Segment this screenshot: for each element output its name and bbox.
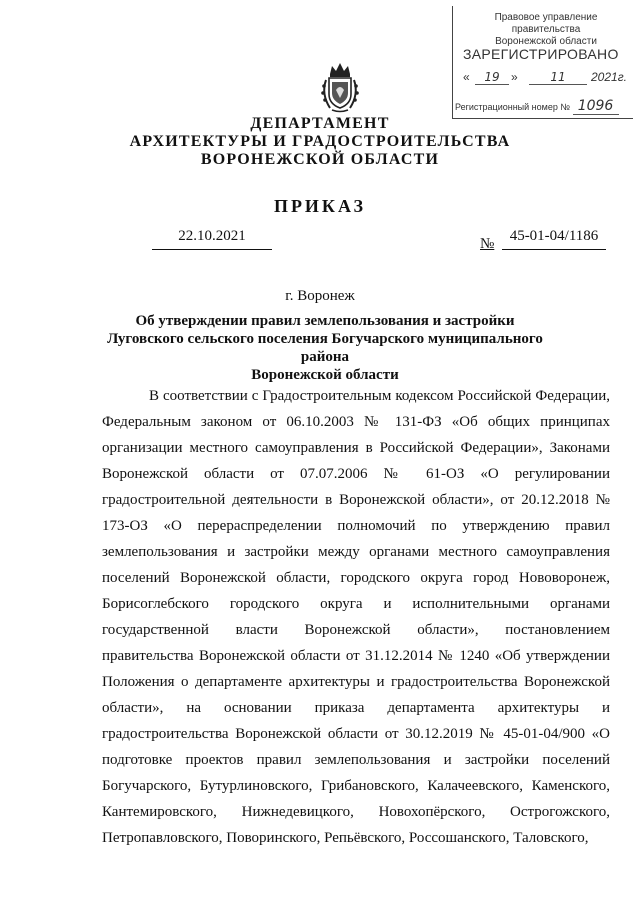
stamp-organization bbox=[461, 12, 631, 48]
stamp-date-close-quote: » bbox=[511, 70, 518, 84]
stamp-reg-number-value: 1096 bbox=[573, 98, 619, 115]
stamp-date-open-quote: « bbox=[463, 70, 470, 84]
stamp-date-day: 19 bbox=[475, 70, 509, 85]
stamp-org-line1: Правовое управление правительства bbox=[494, 12, 598, 35]
order-city: г. Воронеж bbox=[285, 288, 355, 304]
order-subject bbox=[90, 312, 560, 384]
stamp-date bbox=[463, 70, 628, 90]
department-name-line2: АРХИТЕКТУРЫ И ГРАДОСТРОИТЕЛЬСТВА bbox=[129, 133, 511, 150]
order-date-field bbox=[152, 228, 272, 250]
stamp-reg-number-label: Регистрационный номер № bbox=[455, 102, 571, 112]
subject-line2: Луговского сельского поселения Богучарского муниципального района bbox=[107, 331, 543, 365]
stamp-reg-number bbox=[455, 98, 619, 115]
stamp-registered-text: ЗАРЕГИСТРИРОВАНО bbox=[463, 46, 619, 62]
stamp-date-month: 11 bbox=[529, 70, 587, 85]
order-title: ПРИКАЗ bbox=[273, 196, 367, 216]
order-number-field bbox=[480, 228, 610, 258]
registration-stamp bbox=[452, 6, 633, 119]
subject-line3: Воронежской области bbox=[251, 367, 399, 383]
department-name-line1: ДЕПАРТАМЕНТ bbox=[250, 115, 390, 132]
subject-line1: Об утверждении правил землепользования и застройки bbox=[135, 313, 515, 329]
coat-of-arms-icon bbox=[318, 60, 362, 114]
stamp-date-year: 2021г. bbox=[591, 70, 627, 84]
stamp-org-line2: Воронежской области bbox=[495, 36, 597, 47]
order-number-sign: № bbox=[480, 236, 495, 252]
body-paragraph: В соответствии с Градостроительным кодексом Российской Федерации, Федеральным законом от 06.10.2003 № 131-ФЗ «Об общих принципах организации местного самоуправления в Российской Федерации», Законами Воронежской области от 07.07.2006 № 61-ОЗ «О регулировании градостроительной деятельности в Воронежской области», от 20.12.2018 № 173-ОЗ «О перераспределении полномочий по утверждению правил землепользования и застройки между органами местного самоуправления поселений Воронежской области, городского округа город Нововоронеж, Борисоглебского городского округа и исполнительными органами государственной власти Воронежской области», постановлением правительства Воронежской области от 31.12.2014 № 1240 «Об утверждении Положения о департаменте архитектуры и градостроительства Воронежской области», на основании приказа департамента архитектуры и градостроительства Воронежской области от 30.12.2019 № 45-01-04/900 «О подготовке проектов правил землепользования и застройки поселений Богучарского, Бутурлиновского, Грибановского, Калачеевского, Каменского, Кантемировского, Нижнедевицкого, Новохопёрского, Острогожского, Петропавловского, Поворинского, Репьёвского, Россошанского, Таловского, bbox=[102, 388, 610, 846]
department-name-line3: ВОРОНЕЖСКОЙ ОБЛАСТИ bbox=[200, 151, 440, 168]
order-date: 22.10.2021 bbox=[152, 228, 272, 250]
order-number: 45-01-04/1186 bbox=[502, 228, 606, 250]
